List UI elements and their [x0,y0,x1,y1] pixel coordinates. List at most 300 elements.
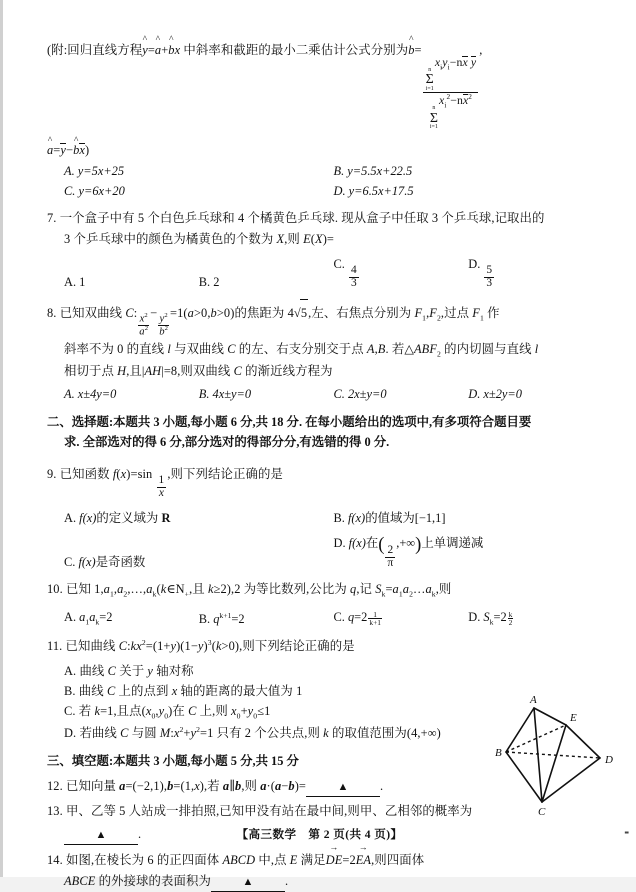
q7-options [47,257,603,290]
q11-option-a[interactable] [47,661,603,681]
q14-eq: =2 [342,853,356,868]
q9-c-x: (x) [81,554,96,569]
label-E: E [570,712,577,724]
q10-pa2-sub: 2 [409,589,413,599]
q9-option-a[interactable] [64,508,334,526]
q12-eq3: ),若 [199,779,223,794]
q11-c-mid: =1,且点( [100,704,146,719]
q8-F2-sub: 2 [436,313,441,323]
section-3-line1: 三、填空题:本题共 3 小题,每小题 5 分,共 15 分 [47,754,299,769]
q11-a-tail: 轴对称 [153,663,194,678]
q14-tail: ,则四面体 [371,853,425,868]
q14-blank-triangle: ▲ [242,875,254,888]
q12-x: x [194,779,200,794]
q7-d-den: 3 [486,277,493,290]
q12-vector-a4: a [275,779,282,794]
q8-end: 作 [483,306,500,321]
q11-d-x: x [173,725,180,740]
q11-c-x0b: x [231,704,237,719]
q8-frac1-num: $x^2$ [139,311,148,325]
sum-symbol-numerator [426,68,434,92]
q8-line2 [47,339,603,361]
q7-line2-mid: ,则 [284,231,304,246]
a-hat: ^ a [155,34,161,66]
q7-expectation-E: E [303,231,311,246]
a-hat-2: ^ a [47,140,53,160]
q10-a-ak: a [89,610,96,625]
q12-eq1: =(−2,1), [125,779,168,794]
appendix-x: x [174,43,181,57]
q12-open: ( [270,779,275,794]
q8-fraction-y2-b2 [158,313,169,339]
q8-l3-mid: ,且| [126,363,145,378]
q10-a2: a [117,581,124,596]
q10-eq: = [385,581,393,596]
q10-mid4: ≥2),2 为等比数列,公比为 [213,581,351,596]
q10-d-S-sub: k [489,617,494,627]
regression-fraction [423,56,479,131]
q10-mid5: ,记 [356,581,376,596]
q11-a-y: y [147,663,153,678]
q11-d-M: M [159,725,171,740]
q14-line1 [47,849,603,870]
q8-l3-mid2: |=8,则双曲线 [161,363,234,378]
den-x-sub: i [444,100,447,110]
q10-a-tail: =2 [99,610,113,625]
q6-option-a[interactable]: A. y=5x+25 [64,164,125,179]
q12-vector-b2: b [235,779,242,794]
q9-d-fraction [385,545,395,570]
q11-y2: y [197,638,204,653]
q9-d-inf: ,+∞ [396,536,416,551]
q8-l2-mid: 与双曲线 [170,341,228,356]
q12-vector-a2: a [222,779,230,794]
q9-x: x [120,466,127,481]
q7-option-d-label: D. [468,256,481,271]
q10-S-sub: k [381,589,386,599]
q10-a-a1: a [79,610,86,625]
q7-option-a[interactable]: A. 1 [64,275,86,290]
q8-line-l: l [167,341,171,356]
q11-d-colon: : [170,725,174,740]
q8-minus: − [150,306,158,321]
q10-option-d[interactable] [468,610,603,627]
q10-c-sup-num: 1 [368,611,382,620]
q8-ABF-sub: 2 [437,349,441,359]
q11-x: x [136,638,142,653]
q7-d-num: 5 [486,264,493,277]
section-2-line1: 二、选择题:本题共 3 小题,每小题 6 分,共 18 分. 在每小题给出的选项中,有多项符合题目要 [47,414,532,429]
q12-pre: 12. 已知向量 [47,779,120,794]
sum-symbol-denominator [430,106,438,130]
sum-lower-limit: i=1 [425,85,434,92]
q11-c-y0b: y [247,704,254,719]
q12-vector-a3: a [260,779,267,794]
q9-d-f: f [348,536,353,551]
q8-l2-mid3: . 若△ [385,341,414,356]
q10-pa2: a [402,581,410,596]
q9-a-R: R [161,511,171,526]
appendix-formula-line2 [47,140,603,160]
q6-option-b[interactable]: B. y=5.5x+22.5 [333,164,413,179]
q10-a-a1-sub: 1 [85,617,90,627]
q6-options-row1 [47,164,603,179]
q7-option-c-fraction [349,265,359,290]
radical-icon: √ [293,306,301,321]
q10-a-pre: A. [64,610,80,625]
q11-d-k: k [323,725,329,740]
q9-d-mid: 在 [365,536,379,551]
q11-eq: =(1+ [145,638,171,653]
q11-a-mid: 关于 [116,663,148,678]
q6-option-c[interactable]: C. y=6x+20 [64,184,125,199]
line2-close-paren: ) [85,143,90,158]
q10-mid2: ∈N [166,581,185,596]
q11-c-k: k [94,704,101,719]
num-x-sub: i [440,62,443,72]
num-minus-n: −n [449,55,463,69]
q9-paren2: )=sin [126,466,156,481]
q10-option-b[interactable] [199,611,334,627]
sigma-glyph-icon: Σ [425,72,434,88]
b-hat-2: ^ b [73,140,79,160]
den-upper-limit: n [432,104,436,111]
q14-period: . [285,873,289,888]
q11-c-x0: x [145,704,152,719]
q12-close: )= [294,779,307,794]
sum-upper-limit: n [428,66,432,73]
q10-d-pre: D. [468,609,484,624]
q11-c-C: C [188,704,197,719]
q11-close: ) [203,638,208,653]
q10-c1: , [113,581,118,596]
q11-d-mid2: =1 只有 2 个公共点,则 [200,725,324,740]
q8-point-A: A [366,341,375,356]
q11-c-tail: ≤1 [257,704,271,719]
appendix-mid: 中斜率和截距的最小二乘估计公式分别为 [183,43,409,57]
tetra-solid-edges [506,708,600,802]
q7-option-c-label: C. [333,256,345,271]
q12-blank-triangle: ▲ [337,781,349,794]
q12-answer-blank[interactable] [306,776,380,797]
q9-d-den: π [387,556,394,569]
q8-gt0a: >0, [193,306,211,321]
q11-c-y0: y [158,704,165,719]
page-footer: 【高三数学 第 2 页(共 4 页)】 [236,828,403,841]
q10-n-sub: + [184,589,190,599]
q10-d-exponent-fraction [508,611,514,627]
q8-l2-mid4: 的内切圆与直线 [440,341,535,356]
den-lower-limit: i=1 [429,123,438,130]
q13-period: . [138,827,142,842]
q10-q: q [350,581,357,596]
q9-function-f: f [112,466,117,481]
q9-d-tail: 上单调递减 [421,536,484,551]
q9-option-c[interactable] [64,552,334,570]
q11-b-tail: 轴的距离的最大值为 1 [177,683,303,698]
q13-blank-triangle: ▲ [95,829,107,842]
q9-tail: ,则下列结论正确的是 [167,466,283,481]
num-xbar: x [462,55,468,69]
q7-c-num: 4 [350,264,357,277]
q8-point-B: B [377,341,386,356]
q11-c-y0-sub: 0 [164,711,169,721]
sigma-glyph-icon: Σ [429,110,438,126]
q12-period: . [380,779,384,794]
q11-d-y: y [190,725,197,740]
den-x-sup: 2 [446,92,451,102]
q8-eq: =1( [170,306,188,321]
q9-options-row1 [47,508,603,526]
q9-b-tail: 的值域为[−1,1] [365,511,446,526]
q12-vector-b: b [167,779,174,794]
q12-minus: − [281,779,289,794]
q8-frac2-num: $y^2$ [159,311,168,325]
q11-c-x0-sub: 0 [151,711,156,721]
q8-l1-pre: 8. 已知双曲线 [47,306,126,321]
num-y-sub: i [447,62,450,72]
q14-line2 [47,871,603,892]
q10-b-sup: k+1 [219,610,232,620]
q12-vector-b3: b [288,779,295,794]
q10-pre: 10. 已知 1, [47,581,104,596]
q8-l3-pre: 相切于点 [64,363,118,378]
q8-line3 [47,361,603,381]
q8-post: ,左、右焦点分别为 [308,306,415,321]
fraction-denominator [423,93,479,130]
q11-d-pre: D. 若曲线 [64,725,121,740]
q10-d-sup-den: 2 [508,618,513,628]
label-A: A [530,694,537,706]
q7-option-d-fraction [484,265,494,290]
q9-frac-num: 1 [158,474,165,487]
num-x: x [434,55,441,69]
q11-gt: >0),则下列结论正确的是 [221,638,355,653]
q8-l2-pre: 斜率不为 0 的直线 [64,341,168,356]
q10-dots: ,…, [127,581,147,596]
appendix-comma: , [479,43,483,57]
q8-segment-AH: AH [144,363,162,378]
num-y: y [442,55,448,69]
q10-ak: a [146,581,153,596]
q9-c-tail: 是奇函数 [95,554,146,569]
q8-F1b-sub: 1 [479,313,484,323]
q11-C: C [118,638,128,653]
q13-line1: 13. 甲、乙等 5 人站成一排拍照,已知甲没有站在最中间,则甲、乙相邻的概率为 [47,804,473,819]
q8-a: a [187,306,194,321]
q11-d-mid: 与圆 [128,725,160,740]
q11-colon: : [127,638,131,653]
q10-a2-sub: 2 [123,589,128,599]
q10-c-eq: =2 [354,609,368,624]
q10-S: S [375,581,382,596]
q11-c-plus: + [240,704,248,719]
q10-option-a[interactable] [64,610,199,626]
q10-mid3: ,且 [189,581,208,596]
q7-line2-pre: 3 个乒乓球中的颜色为橘黄色的个数为 [64,231,277,246]
q8-l3-tail: 的渐近线方程为 [241,363,333,378]
q8-tail: ,过点 [440,306,473,321]
q10-a1: a [103,581,110,596]
q11-pre: 11. 已知曲线 [47,638,119,653]
q8-line-l2: l [534,341,539,356]
q9-paren1: ( [116,466,121,481]
q6-options-row2 [47,184,603,199]
q8-F1: F [414,306,423,321]
q11-d-y-sup: 2 [196,724,201,734]
q8-frac2-den: $b^2$ [159,325,169,338]
q9-a-pre: A. [64,511,80,526]
q9-option-d[interactable] [334,533,604,569]
q8-curve-C: C [125,306,134,321]
q11-c-mid3: 上,则 [196,704,232,719]
q12-mid: ,则 [241,779,261,794]
q9-d-open: ( [378,534,385,556]
appendix-equals: = [414,43,422,57]
q7-open: ( [310,231,316,246]
q10-c-q: q [347,609,355,624]
q7-line2 [47,229,603,249]
q12-eq2: =(1, [173,779,195,794]
q11-mid: )(1− [176,638,198,653]
q9-c-f: f [78,554,82,569]
q10-option-c[interactable] [334,610,469,627]
q10-options [47,610,603,627]
q11-c-comma: , [155,704,159,719]
q8-option-d[interactable]: D. x±2y=0 [468,386,522,401]
q9-b-pre: B. [333,511,348,526]
q14-l2-mid: 的外接球的表面积为 [95,873,211,888]
q11-paren: ( [211,638,216,653]
q8-gt0b: >0)的焦距为 4 [216,306,294,321]
b-hat: ^ b [168,34,174,66]
q11-b-mid: 上的点到 [115,683,172,698]
tetrahedron-svg [494,690,622,818]
line2-minus: − [66,143,74,158]
den-xbar-sup: 2 [468,92,473,102]
q8-colon: : [133,306,138,321]
q9-d-pre: D. [333,536,349,551]
q10-pdots: … [413,581,426,596]
q10-pak: a [425,581,432,596]
label-C: C [538,806,546,818]
q10-b-pre: B. [198,611,214,626]
den-minus-n: −n [450,94,463,108]
q11-d-tail: 的取值范围为(4,+∞) [328,725,441,740]
q8-options [47,387,603,402]
q6-option-d[interactable]: D. y=6.5x+17.5 [333,184,414,199]
q7-var-X: X [276,231,285,246]
q11-c-mid2: )在 [168,704,189,719]
q12-dot-product: · [266,779,271,794]
q9-d-num: 2 [385,545,395,558]
q9-d-close: ) [415,534,422,556]
q11-sup3: 3 [207,637,212,647]
q10-a1-sub: 1 [109,589,114,599]
q11-y1: y [170,638,177,653]
q8-F1b: F [472,306,480,321]
q11-b-x: x [171,683,178,698]
q10-stem [47,579,603,601]
q8-F2: F [429,306,437,321]
q8-l2-mid2: 的左、右支分别交于点 [235,341,367,356]
q9-pre: 9. 已知函数 [47,466,113,481]
q7-var-X2: X [315,231,323,246]
q14-mid: 中,点 [255,853,290,868]
q7-option-c[interactable] [334,257,469,290]
q10-d-eq: =2 [493,609,507,624]
q11-d-plus: + [183,725,191,740]
q11-c-y0b-sub: 0 [253,711,258,721]
x-bar: x [79,143,85,158]
label-B: B [495,747,502,759]
q8-frac1-den: $a^2$ [139,325,149,338]
tetrahedron-figure [494,690,622,818]
appendix-eq: = [147,43,155,57]
q10-ak-sub: k [152,589,157,599]
q7-option-d[interactable] [468,257,603,290]
q11-k2: k [215,638,222,653]
den-x: x [439,94,445,108]
q8-C-2: C [227,341,236,356]
q8-l2-comma: , [374,341,378,356]
label-D: D [605,754,613,766]
q10-d-S: S [483,609,490,624]
section-2-line2: 求. 全部选对的得 6 分,部分选对的得部分分,有选错的得 0 分. [64,434,390,449]
q10-k: k [160,581,167,596]
q14-mid2: 满足 [297,853,326,868]
q8-point-H: H [117,363,127,378]
q9-d-x: (x) [352,536,366,551]
q7-option-b[interactable]: B. 2 [198,275,220,290]
q8-option-c[interactable]: C. 2x±y=0 [333,386,387,401]
q11-a-pre: A. 曲线 [64,663,108,678]
q10-tail: ,则 [435,581,452,596]
q11-c-pre: C. 若 [64,704,95,719]
q8-fraction-x2-a2 [138,313,149,339]
q8-comma: , [426,306,430,321]
q8-option-a[interactable]: A. x±4y=0 [64,386,117,401]
q8-sqrt-5: √5 [294,299,308,327]
q9-a-x: (x) [82,511,97,526]
q9-stem [47,461,603,500]
q9-a-f: f [79,511,83,526]
q11-d-C: C [120,725,129,740]
b-label: ^ b [408,34,414,66]
q14-vector-EA: → EA [356,849,371,870]
line2-eq: = [53,143,61,158]
q7-c-den: 3 [350,277,357,290]
q10-d-sup-num: k [508,609,513,619]
q10-b-tail: =2 [231,611,245,626]
corner-mark: ▪▪ [624,828,628,837]
q9-b-x: (x) [351,511,366,526]
q8-line1 [47,299,603,339]
q8-triangle-ABF: ABF [413,341,437,356]
appendix-lead: (附:回归直线方程 [47,43,143,57]
num-ybar: y [470,55,477,69]
q8-C-3: C [233,363,242,378]
appendix-plus: + [161,43,169,57]
y-bar: y [60,143,66,158]
q9-option-b[interactable] [334,508,604,526]
q10-pa1: a [392,581,399,596]
q7-line1: 7. 一个盒子中有 5 个白色乒乓球和 4 个橘黄色乒乓球. 现从盒子中任取 3 个乒乓球,记取出的 [47,211,545,226]
q11-b-pre: B. 曲线 [64,683,107,698]
q14-answer-blank[interactable] [211,871,285,892]
q10-mid1: ( [156,581,161,596]
q8-option-b[interactable]: B. 4x±y=0 [198,386,252,401]
